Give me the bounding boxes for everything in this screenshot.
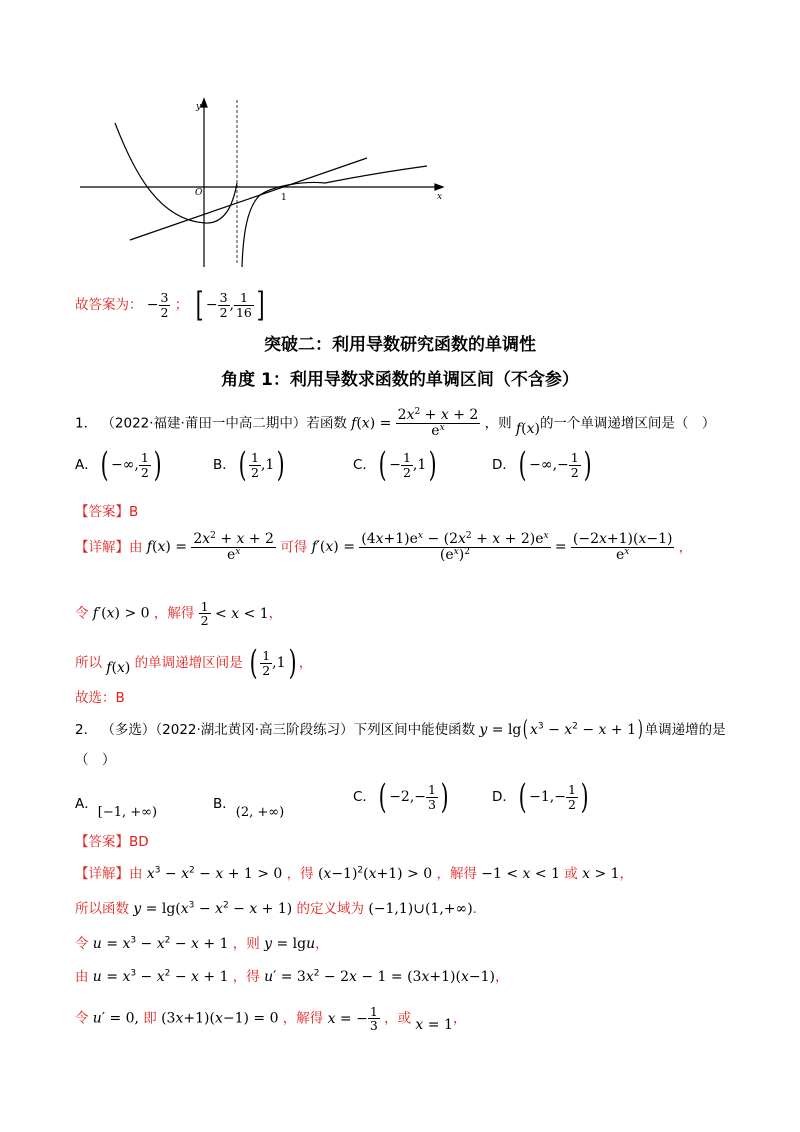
q2-option-c[interactable]: C．( −2,− $\frac{1}{3}$ )	[353, 777, 449, 817]
q2-detail-line2: 所以函数 $y = \lg(x^3 - x^2 - x + 1)$ 的定义域为 (−1,1)∪(1,+∞)．	[75, 900, 487, 917]
function-graph-figure	[75, 95, 450, 270]
section-subtitle: 角度 1：利用导数求函数的单调区间（不含参）	[221, 370, 579, 390]
answer-prefix: 故答案为：	[75, 297, 143, 313]
q1-detail-line3: 所以 f(x) 的单调递增区间是 ( $\frac{1}{2}$ ,1) ，	[75, 643, 313, 683]
q1-detail-line2: 令 f′(x) > 0 ，解得 $\frac{1}{2}$ < x < 1，	[75, 599, 283, 629]
q2-detail-line4: 由 $u = x^3 - x^2 - x + 1$ ，得 $u' = 3x^2 - 2x - 1 = (3x+1)(x-1)$，	[75, 968, 509, 985]
parabola-curve	[115, 123, 237, 223]
y-axis-label: y	[196, 102, 202, 112]
tangent-line	[130, 158, 367, 240]
q2-stem: 2． （多选）（2022·湖北黄冈·高三阶段练习）下列区间中能使函数 y = lg( $x^3 - x^2 - x + 1$) 单调递增的是	[75, 717, 726, 742]
q1-option-a[interactable]: A．( −∞, $\frac{1}{2}$ )	[75, 445, 162, 485]
q1-stem: 1． （2022·福建·莆田一中高二期中）若函数 f(x) = $\frac{2x^2 + x + 2}{e^x}$ ，则 f(x)的一个单调递增区间是（ ）	[75, 407, 716, 439]
y-axis-arrow-icon	[201, 99, 207, 107]
q2-detail-line1: 【详解】由 $x^3 - x^2 - x + 1 > 0$ ，得 $(x-1)^2(x+1) > 0$ ，解得 −1 < x < 1 或 x > 1，	[75, 865, 634, 882]
log-curve	[242, 166, 427, 267]
q1-answer: 【答案】B	[75, 504, 139, 520]
origin-label: O	[195, 188, 203, 198]
q2-stem-paren: （ ）	[75, 752, 116, 768]
q1-choose: 故选：B	[75, 690, 125, 706]
answer-top: 故答案为： − $\frac{3}{2}$ ； [ − $\frac{3}{2}$ , $\frac{1}{16}$ ]	[75, 285, 265, 325]
q2-option-b[interactable]: B．(2, +∞)	[213, 796, 285, 820]
q1-detail: 【详解】由 f(x) = $\frac{2x^2 + x + 2}{e^x}$ 可得 f′(x) = $\frac{(4x+1)e^x - (2x^2 + x + 2)e^x}{(e^x)^2}$ = $\frac{(-2x+1)(x-1)}{e^x}$ ，	[75, 531, 693, 563]
tick-one-label: 1	[281, 193, 287, 203]
q2-detail-line3: 令 $u = x^3 - x^2 - x + 1$ ，则 y = lgu，	[75, 935, 329, 952]
x-axis-label: x	[437, 192, 443, 202]
q1-option-c[interactable]: C．( − $\frac{1}{2}$ ,1)	[353, 445, 437, 485]
q1-option-d[interactable]: D．( −∞,− $\frac{1}{2}$ )	[492, 445, 592, 485]
q2-option-a[interactable]: A．[−1, +∞)	[75, 796, 158, 820]
q2-option-d[interactable]: D．( −1,− $\frac{1}{2}$ )	[492, 777, 589, 817]
x-axis-arrow-icon	[435, 184, 443, 190]
q1-option-b[interactable]: B．( $\frac{1}{2}$ ,1)	[213, 445, 285, 485]
q2-detail-line5: 令 u′ = 0, 即 (3x+1)(x−1) = 0 ，解得 x = − $\frac{1}{3}$ ，或 x = 1，	[75, 1004, 467, 1034]
q2-answer: 【答案】BD	[75, 834, 149, 850]
section-title: 突破二：利用导数研究函数的单调性	[264, 335, 536, 355]
